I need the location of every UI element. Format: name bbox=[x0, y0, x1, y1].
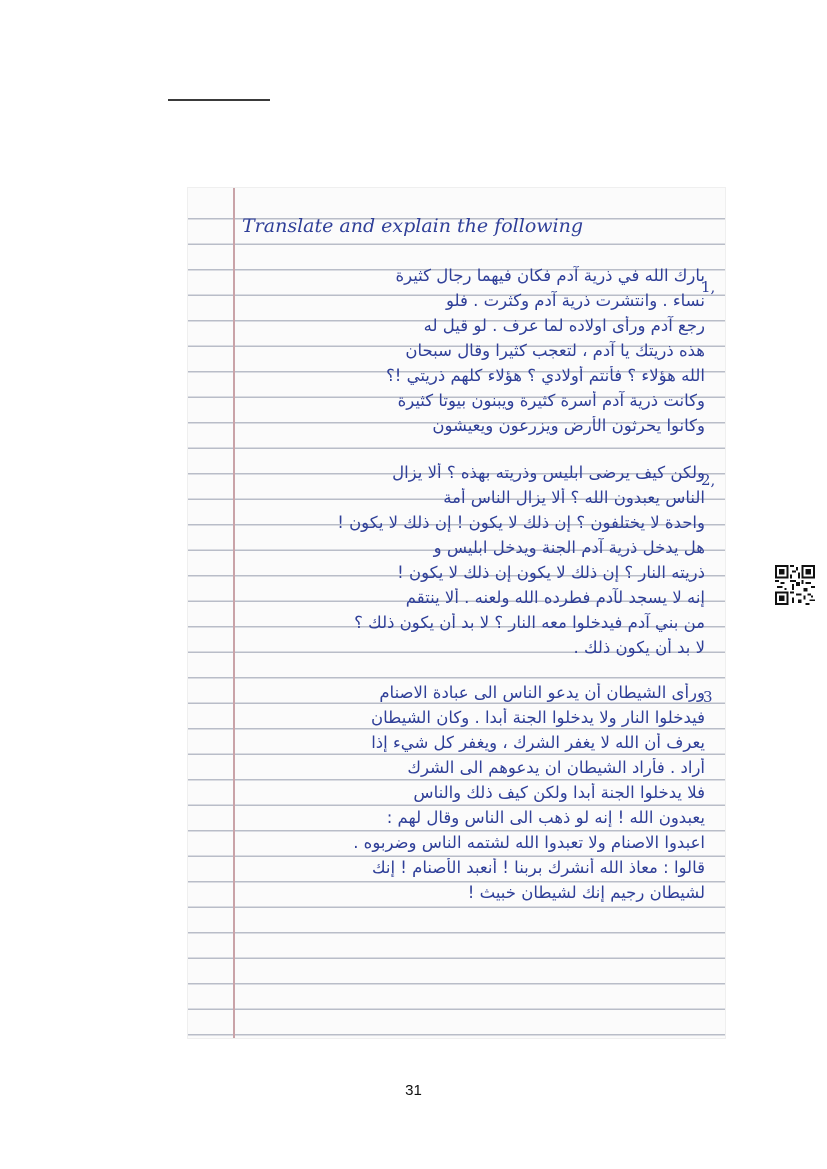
section-2-line-8: لا بد أن يكون ذلك . bbox=[573, 638, 705, 657]
section-1-line-1: بارك الله في ذرية آدم فكان فيهما رجال كثيرة bbox=[395, 266, 705, 285]
section-2-line-6: إنه لا يسجد لآدم فطرده الله ولعنه . ألا ينتقم bbox=[405, 588, 705, 607]
section-2-number: 2, bbox=[701, 471, 716, 489]
section-1-line-4: هذه ذريتك يا آدم ، لتعجب كثيرا وقال سبحان bbox=[405, 341, 705, 360]
section-1-line-3: رجع آدم ورأى اولاده لما عرف . لو قيل له bbox=[423, 316, 705, 335]
section-2-line-7: من بني آدم فيدخلوا معه النار ؟ لا بد أن يكون ذلك ؟ bbox=[354, 613, 705, 632]
notebook-page bbox=[188, 188, 725, 1038]
section-2-line-5: ذريته النار ؟ إن ذلك لا يكون إن ذلك لا يكون ! bbox=[397, 563, 705, 582]
section-3-line-9: لشيطان رجيم إنك لشيطان خبيث ! bbox=[467, 883, 705, 902]
section-3-line-7: اعبدوا الاصنام ولا تعبدوا الله لشتمه الناس وضربوه . bbox=[353, 833, 705, 852]
section-1-line-7: وكانوا يحرثون الأرض ويزرعون ويعيشون bbox=[432, 416, 705, 435]
section-2-line-4: هل يدخل ذرية آدم الجنة ويدخل ابليس و bbox=[433, 538, 705, 557]
section-1-line-2: نساء . وانتشرت ذرية آدم وكثرت . فلو bbox=[446, 291, 705, 310]
section-3-line-3: يعرف أن الله لا يغفر الشرك ، ويغفر كل شيء إذا bbox=[371, 733, 705, 752]
section-3-line-1: ورأى الشيطان أن يدعو الناس الى عبادة الاصنام bbox=[379, 683, 705, 702]
section-3-line-8: قالوا : معاذ الله أنشرك بربنا ! أنعبد الأصنام ! إنك bbox=[371, 858, 705, 877]
section-3-line-5: فلا يدخلوا الجنة أبدا ولكن كيف ذلك والناس bbox=[413, 783, 705, 802]
section-3-line-6: يعبدون الله ! إنه لو ذهب الى الناس وقال لهم : bbox=[386, 808, 705, 827]
section-2-line-2: الناس يعبدون الله ؟ ألا يزال الناس أمة bbox=[443, 488, 705, 507]
section-1-line-5: الله هؤلاء ؟ فأنتم أولادي ؟ هؤلاء كلهم ذريتي !؟ bbox=[385, 366, 705, 385]
qr-code-icon bbox=[775, 565, 815, 605]
page-number: 31 bbox=[405, 1082, 422, 1099]
section-3-number: 3 bbox=[703, 688, 713, 706]
section-2-line-3: واحدة لا يختلفون ؟ إن ذلك لا يكون ! إن ذلك لا يكون ! bbox=[337, 513, 705, 532]
top-rule bbox=[168, 99, 270, 101]
section-3-line-4: أراد . فأراد الشيطان ان يدعوهم الى الشرك bbox=[407, 758, 705, 777]
section-3-line-2: فيدخلوا النار ولا يدخلوا الجنة أبدا . وكان الشيطان bbox=[371, 708, 705, 727]
section-1-line-6: وكانت ذرية آدم أسرة كثيرة ويبنون بيوتا كثيرة bbox=[397, 391, 705, 410]
section-1-number: 1, bbox=[701, 278, 716, 296]
section-2-line-1: ولكن كيف يرضى ابليس وذريته بهذه ؟ ألا يزال bbox=[392, 463, 705, 482]
page-heading: Translate and explain the following bbox=[242, 215, 583, 237]
